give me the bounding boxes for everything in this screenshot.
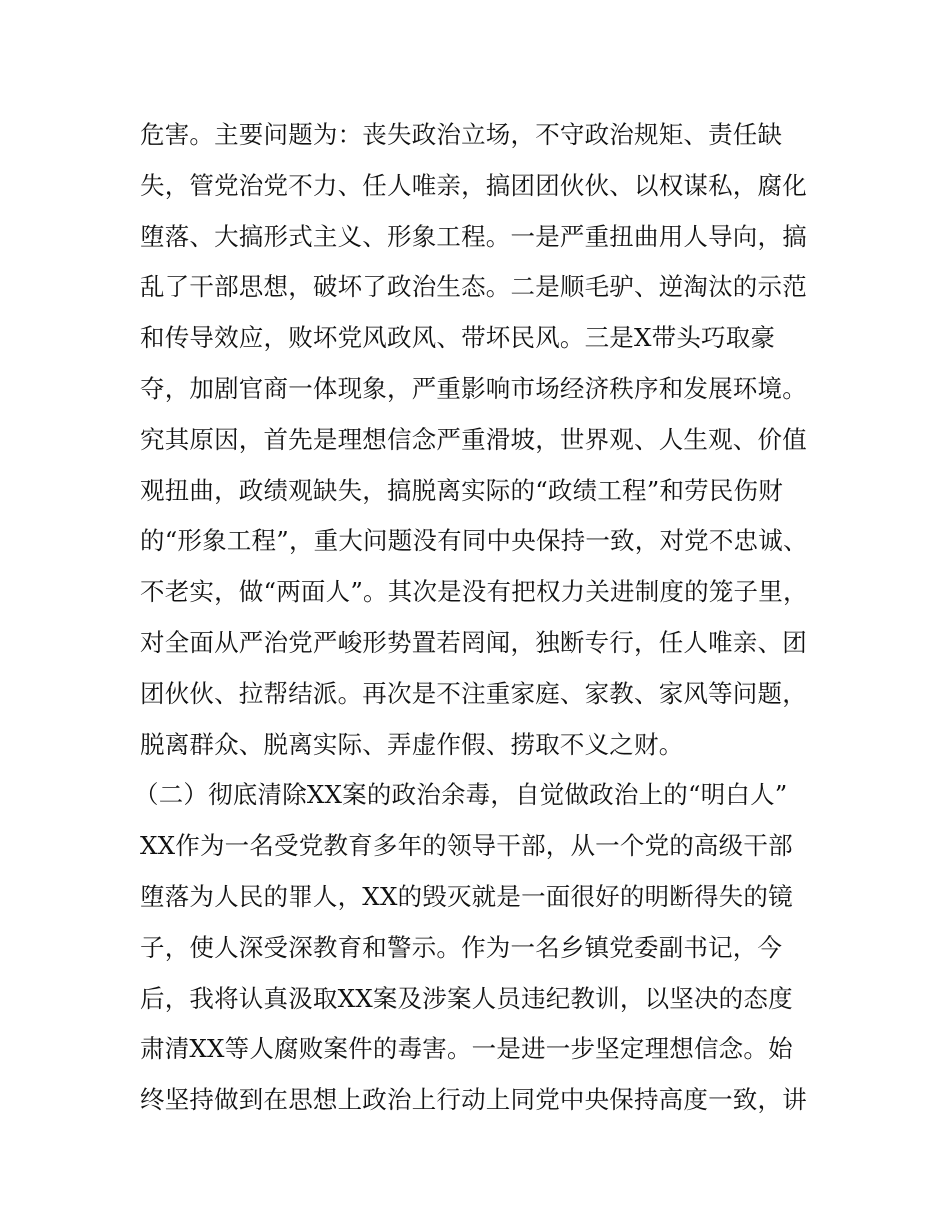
text-line: 脱离群众、脱离实际、弄虚作假、捞取不义之财。 — [140, 729, 684, 759]
text-line: 危害。主要问题为：丧失政治立场，不守政治规矩、责任缺 — [140, 120, 783, 149]
text-line: 和传导效应，败坏党风政风、带坏民风。三是X带头巧取豪 — [140, 323, 776, 353]
text-line: 子，使人深受深教育和警示。作为一名乡镇党委副书记，今 — [140, 932, 783, 962]
text-line: 对全面从严治党严峻形势置若罔闻，独断专行，任人唯亲、团 — [140, 627, 807, 657]
text-line: 夺，加剧官商一体现象，严重影响市场经济秩序和发展环境。 — [140, 373, 807, 403]
text-line: 不老实，做“两面人”。其次是没有把权力关进制度的笼子里， — [140, 577, 808, 607]
text-line: 堕落为人民的罪人，XX的毁灭就是一面很好的明断得失的镜 — [140, 881, 793, 911]
text-line: 团伙伙、拉帮结派。再次是不注重家庭、家教、家风等问题， — [140, 678, 807, 708]
text-line: 乱了干部思想，破坏了政治生态。二是顺毛驴、逆淘汰的示范 — [140, 272, 807, 302]
text-line: 的“形象工程”，重大问题没有同中央保持一致，对党不忠诚、 — [140, 526, 808, 556]
text-line: 究其原因，首先是理想信念严重滑坡，世界观、人生观、价值 — [140, 424, 807, 454]
body-text — [134, 110, 820, 1126]
text-line: XX作为一名受党教育多年的领导干部，从一个党的高级干部 — [140, 831, 793, 861]
text-line: 终坚持做到在思想上政治上行动上同党中央保持高度一致，讲 — [140, 1085, 807, 1115]
text-line: 后，我将认真汲取XX案及涉案人员违纪教训，以坚决的态度 — [140, 983, 793, 1013]
section-heading: （二）彻底清除XX案的政治余毒，自觉做政治上的“明白人” — [134, 780, 788, 810]
text-line: 失，管党治党不力、任人唯亲，搞团团伙伙、以权谋私，腐化 — [140, 170, 807, 200]
text-line: 堕落、大搞形式主义、形象工程。一是严重扭曲用人导向，搞 — [140, 221, 807, 251]
text-line: 观扭曲，政绩观缺失，搞脱离实际的“政绩工程”和劳民伤财 — [140, 475, 783, 505]
text-line: 肃清XX等人腐败案件的毒害。一是进一步坚定理想信念。始 — [140, 1034, 793, 1064]
